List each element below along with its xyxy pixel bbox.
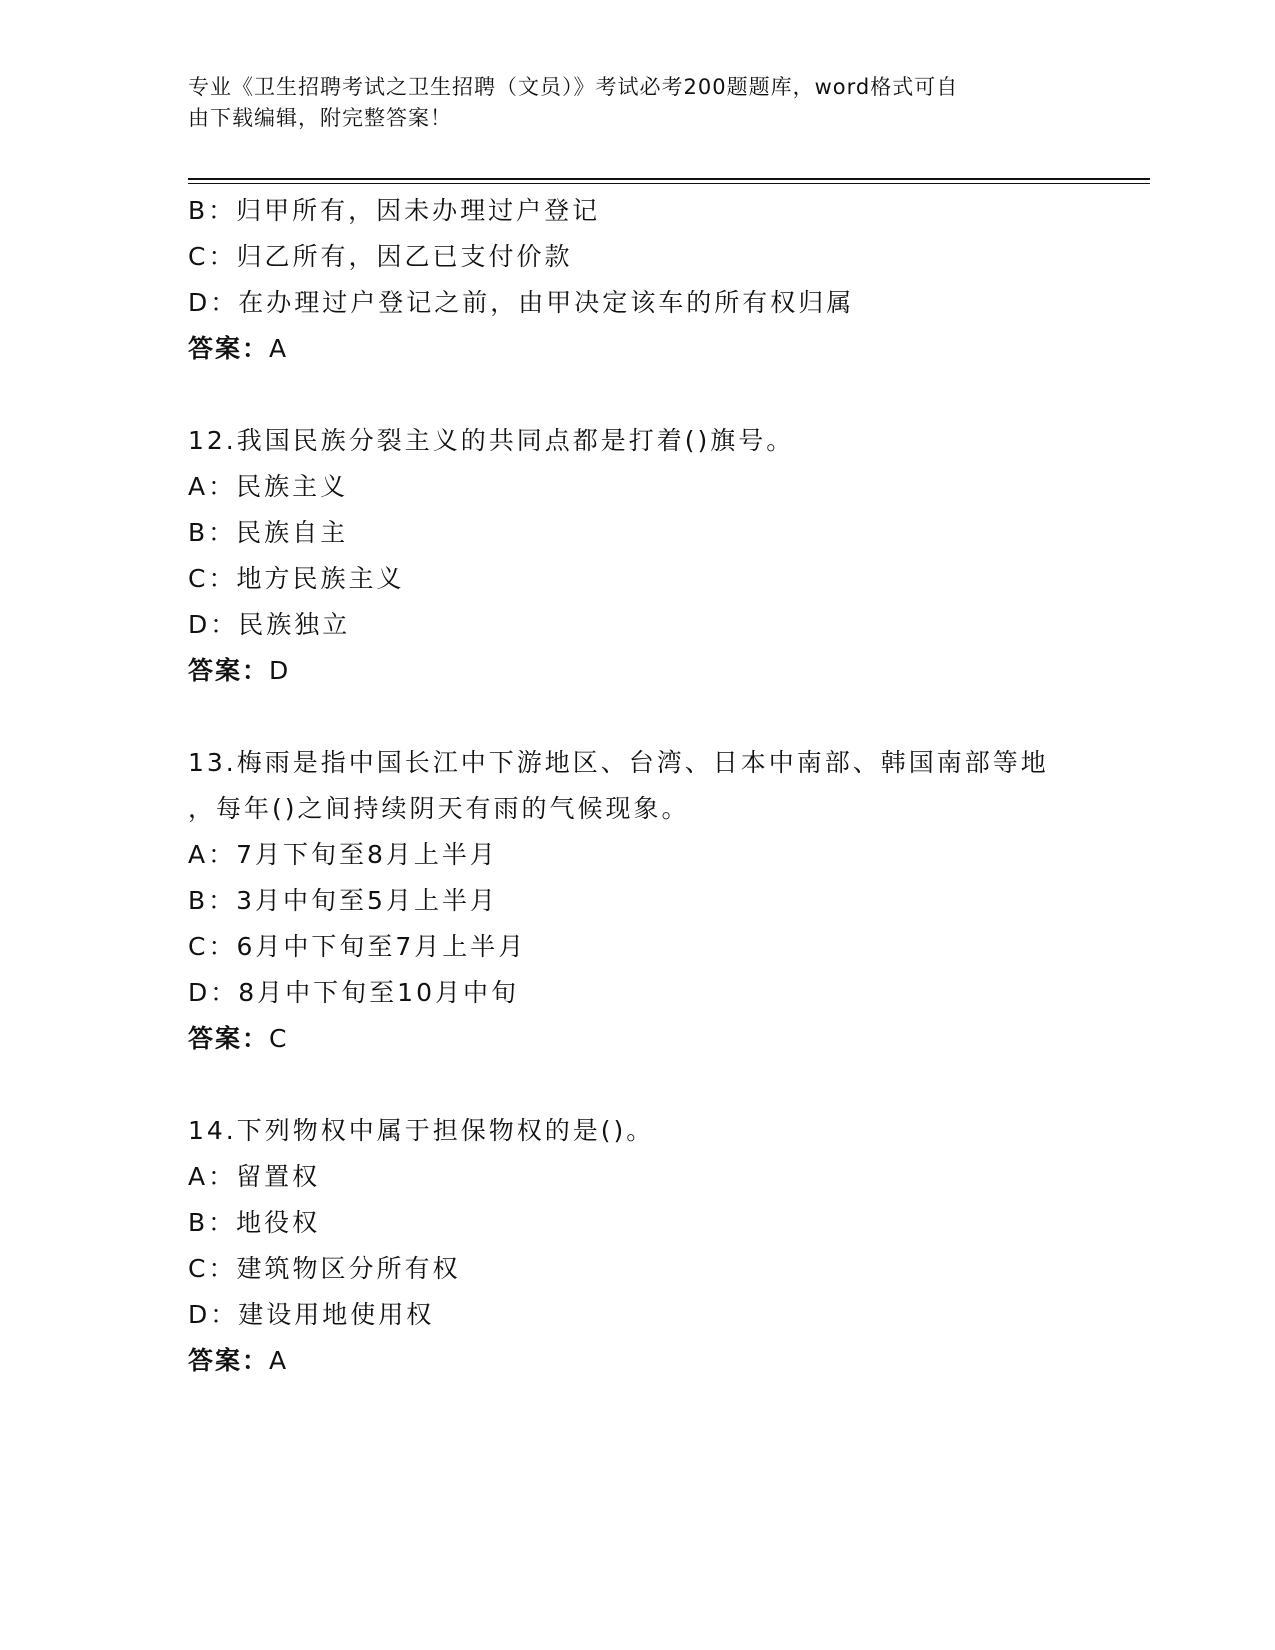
question-stem: 12.我国民族分裂主义的共同点都是打着()旗号。 bbox=[188, 426, 795, 455]
spacer bbox=[188, 694, 1148, 740]
answer-value: D bbox=[269, 656, 291, 685]
header-rule-thin bbox=[188, 183, 1150, 184]
answer-value: C bbox=[269, 1024, 289, 1053]
answer-label: 答案： bbox=[188, 334, 270, 363]
option-b: B：民族自主 bbox=[188, 518, 349, 547]
option-a: A：民族主义 bbox=[188, 472, 349, 501]
header-line-1: 专业《卫生招聘考试之卫生招聘（文员）》考试必考200题题库，word格式可自 bbox=[188, 75, 959, 99]
document-header bbox=[188, 72, 1088, 134]
question-stem: 14.下列物权中属于担保物权的是()。 bbox=[188, 1116, 655, 1145]
option-c: C：建筑物区分所有权 bbox=[188, 1254, 461, 1283]
option-d: D：在办理过户登记之前，由甲决定该车的所有权归属 bbox=[188, 288, 855, 317]
answer-label: 答案： bbox=[188, 656, 270, 685]
question-stem-continued: ，每年()之间持续阴天有雨的气候现象。 bbox=[188, 794, 690, 823]
option-b: B：地役权 bbox=[188, 1208, 321, 1237]
option-d: D：8月中下旬至10月中旬 bbox=[188, 978, 519, 1007]
option-a: A：留置权 bbox=[188, 1162, 321, 1191]
question-stem: 13.梅雨是指中国长江中下游地区、台湾、日本中南部、韩国南部等地 bbox=[188, 748, 1049, 777]
spacer bbox=[188, 1062, 1148, 1108]
answer-label: 答案： bbox=[188, 1346, 270, 1375]
answer-line bbox=[188, 1338, 1148, 1384]
option-d: D：建设用地使用权 bbox=[188, 1300, 435, 1329]
option-a: A：7月下旬至8月上半月 bbox=[188, 840, 498, 869]
question-14 bbox=[188, 1108, 1148, 1384]
answer-value: A bbox=[269, 334, 289, 363]
header-line-2: 由下载编辑，附完整答案！ bbox=[188, 106, 452, 130]
option-c: C：地方民族主义 bbox=[188, 564, 405, 593]
question-12 bbox=[188, 418, 1148, 694]
document-body bbox=[188, 188, 1148, 1384]
answer-label: 答案： bbox=[188, 1024, 270, 1053]
question-13 bbox=[188, 740, 1148, 1062]
option-b: B：归甲所有，因未办理过户登记 bbox=[188, 196, 601, 225]
option-d: D：民族独立 bbox=[188, 610, 351, 639]
answer-line bbox=[188, 648, 1148, 694]
spacer bbox=[188, 372, 1148, 418]
answer-value: A bbox=[269, 1346, 289, 1375]
answer-line bbox=[188, 1016, 1148, 1062]
option-c: C：归乙所有，因乙已支付价款 bbox=[188, 242, 573, 271]
option-b: B：3月中旬至5月上半月 bbox=[188, 886, 498, 915]
answer-line bbox=[188, 326, 1148, 372]
header-rule-thick bbox=[188, 178, 1150, 180]
option-c: C：6月中下旬至7月上半月 bbox=[188, 932, 527, 961]
prev-question bbox=[188, 188, 1148, 372]
